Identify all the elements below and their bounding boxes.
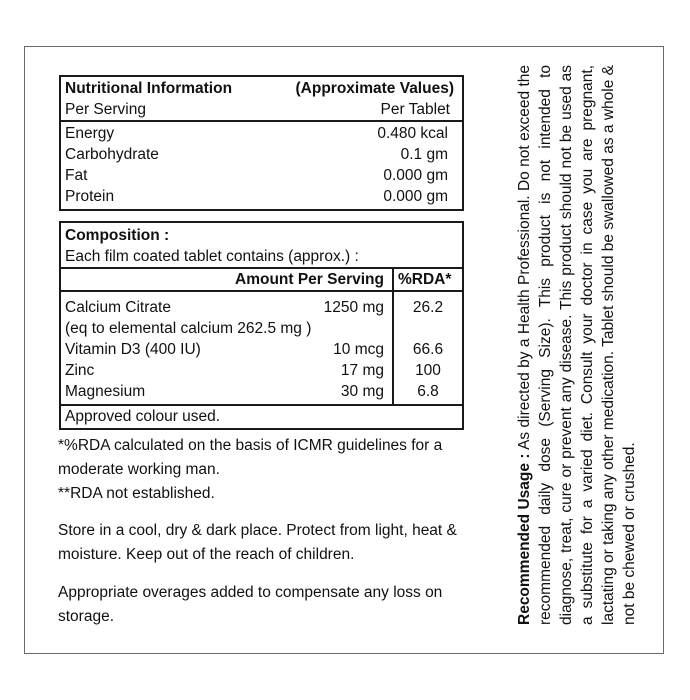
ingredient-amount: 17 mg <box>340 362 384 379</box>
nutrition-row-protein <box>61 186 462 207</box>
composition-rda-column <box>392 292 462 404</box>
nutrition-header <box>61 77 462 99</box>
storage-note <box>58 519 478 567</box>
ingredient-amount: 30 mg <box>340 383 384 400</box>
nutrition-row-carbohydrate <box>61 144 462 165</box>
table-row <box>65 318 384 339</box>
rda-value: 6.8 <box>417 383 439 400</box>
recommended-usage-label: Recommended Usage : <box>516 453 533 625</box>
ingredient-name: Calcium Citrate <box>65 299 171 316</box>
nutrient-value: 0.1 gm <box>400 146 448 163</box>
composition-left-column <box>61 292 392 404</box>
table-row <box>65 360 384 381</box>
ingredient-amount: 10 mcg <box>333 341 384 358</box>
ingredient-name: Vitamin D3 (400 IU) <box>65 341 201 358</box>
nutrition-row-energy <box>61 123 462 144</box>
rda-value: 100 <box>415 362 441 379</box>
nutrient-name: Fat <box>65 167 88 184</box>
nutrient-name: Protein <box>65 188 115 205</box>
table-row <box>65 339 384 360</box>
serving-row <box>61 99 462 122</box>
composition-title: Composition : <box>65 227 170 244</box>
nutrient-name: Carbohydrate <box>65 146 159 163</box>
rda-note-line: moderate working man. <box>58 461 220 478</box>
composition-body <box>61 292 462 404</box>
nutrient-value: 0.000 gm <box>383 167 448 184</box>
overages-note <box>58 581 478 629</box>
nutrition-row-fat <box>61 165 462 186</box>
rda-value: 66.6 <box>412 341 444 358</box>
per-serving-label: Per Serving <box>65 101 146 118</box>
approved-colour-note: Approved colour used. <box>61 404 462 428</box>
composition-column-header <box>61 269 462 292</box>
nutrition-table <box>59 75 464 211</box>
rda-note-line: *%RDA calculated on the basis of ICMR guidelines for a <box>58 437 443 454</box>
composition-description: Each film coated tablet contains (approx.) : <box>61 246 462 269</box>
table-row <box>65 381 384 402</box>
rda-value: 26.2 <box>412 299 444 316</box>
rda-value <box>394 318 462 339</box>
ingredient-name: Magnesium <box>65 383 146 400</box>
rda-not-established-note: **RDA not established. <box>58 485 215 502</box>
nutrition-rows <box>61 122 462 209</box>
ingredient-name: Zinc <box>65 362 95 379</box>
recommended-usage <box>514 65 640 625</box>
overages-line: storage. <box>58 608 115 625</box>
storage-line: moisture. Keep out of the reach of children. <box>58 546 355 563</box>
ingredient-name: (eq to elemental calcium 262.5 mg ) <box>65 320 312 337</box>
nutrient-name: Energy <box>65 125 115 142</box>
nutrient-value: 0.480 kcal <box>377 125 448 142</box>
recommended-usage-text: As directed by a Health Professional. Do not exceed the recommended daily dose (Serving Size). This product is not intended to diagnose, treat, cure or prevent any disease. This product should not be used as a substitute for a varied diet. Consult your doctor in case you are pregnant, lactating or taking any other medication. Tablet should be swallowed as a whole & not be chewed or crushed. <box>516 64 638 625</box>
storage-line: Store in a cool, dry & dark place. Protect from light, heat & <box>58 522 457 539</box>
nutrition-title: Nutritional Information <box>65 80 233 97</box>
composition-table <box>59 221 464 430</box>
amount-column-header: Amount Per Serving <box>235 271 384 288</box>
approx-values-label: (Approximate Values) <box>295 80 454 97</box>
table-row <box>65 297 384 318</box>
nutrient-value: 0.000 gm <box>383 188 448 205</box>
rda-notes <box>58 434 478 506</box>
per-tablet-label: Per Tablet <box>380 101 450 118</box>
ingredient-amount: 1250 mg <box>323 299 384 316</box>
overages-line: Appropriate overages added to compensate any loss on <box>58 584 443 601</box>
rda-column-header: %RDA* <box>392 269 462 290</box>
